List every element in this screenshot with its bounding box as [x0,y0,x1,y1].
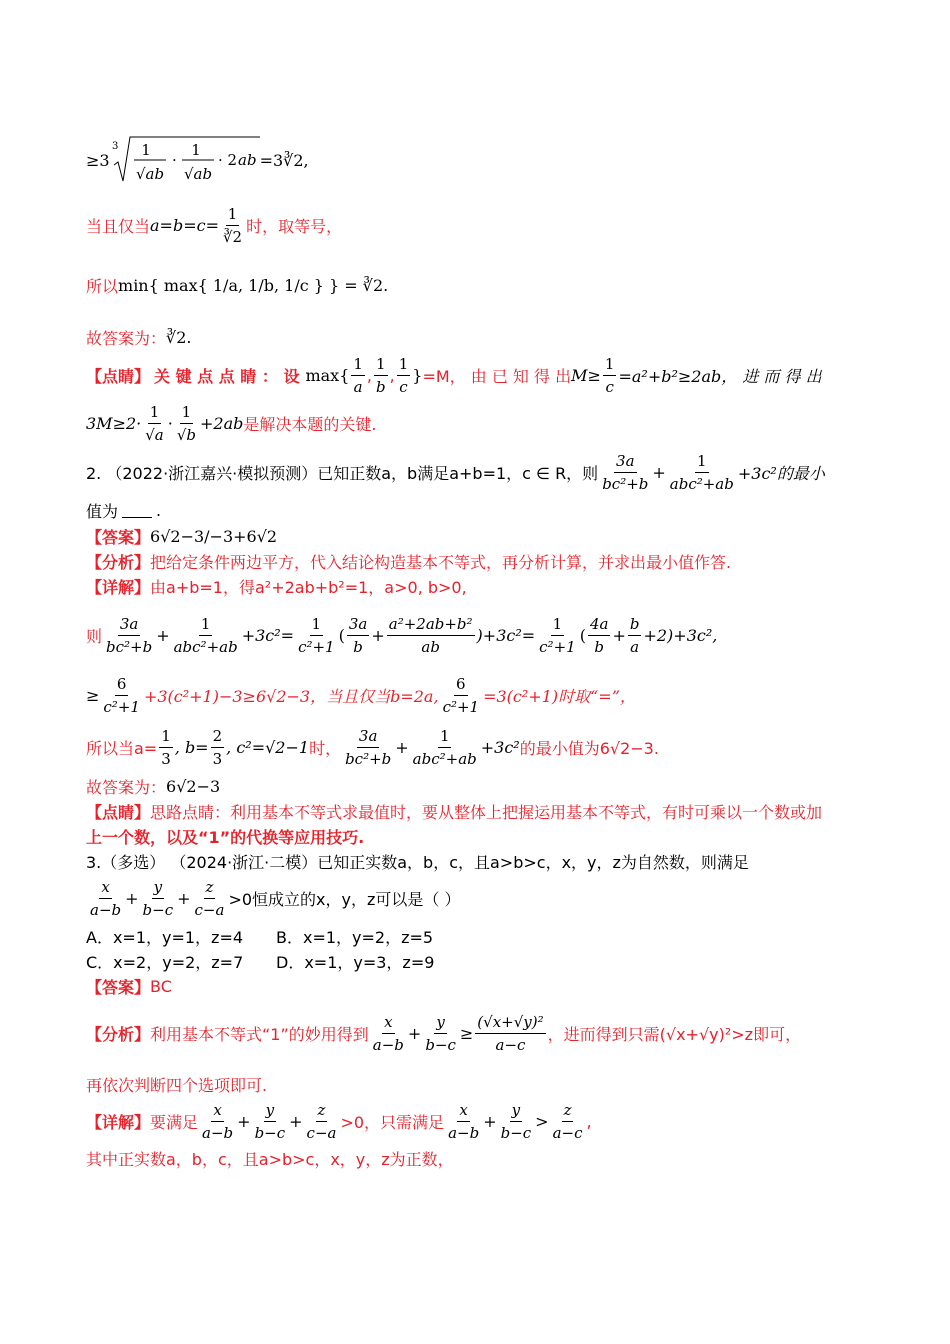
ineq-expr: 3M≥2· [86,413,142,433]
frac-x: $\frac{x}{a-b}$ [90,877,122,919]
frac-1-abc: $\frac{1}{\text{abc²+ab}}$ [669,451,734,493]
q2-note-line-2 [86,824,864,848]
note-text: 关 键 点 点 睛 ： 设 [154,366,300,386]
q2-stem-line-1: 2. （2022·浙江嘉兴·模拟预测）已知正数a，b满足a+b=1，c ∈ R，则 $\frac{3a}{\text{bc²+b}}$ + $\frac{1}{\text{abc²+ab}}$ +3c²的最小 [86,451,825,493]
q3-analysis1-mid: ，进而得到只需(√x+√y)²>z即可， [547,1024,802,1044]
q2-detail3-mid: +3(c²+1)−3≥6√2−3，当且仅当b=2a, [143,686,439,706]
option-a[interactable]: A．x=1，y=1，z=4 [86,927,244,947]
ge3-label: ≥3 [86,150,110,170]
svg-text:√ab: √ab [183,165,212,183]
svg-text:3: 3 [111,141,118,152]
answer-blank [122,503,152,518]
svg-text:· 2: · 2 [217,151,237,169]
suffix-text: 时，取等号， [246,216,343,236]
frac-x-d: $\frac{x}{a-b}$ [448,1100,480,1142]
q3-stem2-tail: >0恒成立的x，y，z可以是（ ） [228,889,461,909]
q3-answer-line [86,974,864,998]
q3-detail-line-1: 【详解】 要满足 $\frac{x}{a-b}$ + $\frac{y}{b-c}$ + $\frac{z}{c-a}$ >0，只需满足 $\frac{x}{a-b}$ + $\frac{y}{b-c}$ > $\frac{z}{a-c}$ , [86,1100,592,1142]
q2-analysis-tag: 【分析】 [86,552,151,572]
note-line-1: 【点睛】 关 键 点 点 睛 ： 设 max{ $\frac{1}{a}$ , $\frac{1}{b}$ , $\frac{1}{c}$ } =M， 由 已 知 得 出 M≥ $\frac{1}{c}$ =a²+b²≥2ab， 进 而 得 出 [86,354,822,396]
q2-detail-tag: 【详解】 [86,577,151,597]
option-d[interactable]: D．x=1，y=3，z=9 [276,952,435,972]
svg-text:√ab: √ab [135,165,164,183]
q2-detail-line-1 [86,574,864,598]
frac-1-3: $\frac{1}{3}$ [161,726,171,768]
q2-detail-line-2 [86,610,864,660]
equality-expr: a=b=c= [150,215,219,235]
note-tail: =a²+b²≥2ab， 进 而 得 出 [618,366,822,386]
option-c[interactable]: C．x=2，y=2，z=7 [86,952,244,972]
frac-1c: $\frac{1}{c}$ [398,354,409,396]
proof-line-1 [86,135,864,185]
prefix-text: 所以 [86,276,119,296]
q2-final-value: 6√2−3 [166,776,221,796]
frac-sqrt-sum: $\frac{\text{(√x+√y)²}}{a-c}$ [477,1012,544,1054]
q3-answer-tag: 【答案】 [86,977,151,997]
frac-y-b: $\frac{y}{b-c}$ [425,1012,456,1054]
frac-y: $\frac{y}{b-c}$ [142,877,174,919]
note-mid: =M， 由 已 知 得 出 [422,366,572,386]
q2-detail2-expr: $\frac{3a}{\text{bc²+b}}$ + $\frac{1}{\text{abc²+ab}}$ +3c²= $\frac{1}{\text{c²+1}}$ ( $\frac{3a}{b}$ + $\frac{\text{a²+2ab+b²}}{ab}$ )+3c²= $\frac{1}{\text{c²+1}}$ ( $\frac{4a}{b}$ + $\frac{b}{a}$ +2)+3c², [106,614,718,656]
frac-num: 1 [226,204,240,226]
min-max-expr: min{ max{ 1/a, 1/b, 1/c } } = ∛2. [118,275,389,295]
q2-final-label: 故答案为： [86,777,167,797]
frac-6-c2: $\frac{6}{\text{c²+1}}$ [103,674,140,716]
q3-stem1: 3.（多选） （2024·浙江·二模）已知正实数a，b，c，且a>b>c，x，y，z为自然数，则满足 [86,852,749,872]
frac-1c-b: $\frac{1}{c}$ [604,354,615,396]
q3-options-row-2 [86,949,864,973]
frac-1-sqrt-a: $\frac{1}{√a}$ [145,402,164,444]
q2-note2: 上一个数，以及“1”的代换等应用技巧. [86,827,365,847]
q3-analysis1: 利用基本不等式“1”的妙用得到 [150,1024,369,1044]
frac-z-d: $\frac{z}{a-c}$ [552,1100,583,1142]
q2-detail3-tail: =3(c²+1)时取“=”， [483,686,636,706]
svg-text:1: 1 [190,141,201,159]
svg-text:1: 1 [140,141,151,159]
q3-analysis-line-1: 【分析】 利用基本不等式“1”的妙用得到 $\frac{x}{a-b}$ + $\frac{y}{b-c}$ ≥ $\frac{\text{(√x+√y)²}}{a-c}$ ，进而得到只需(√x+√y)²>z即可， [86,1012,802,1054]
q3-analysis-line-2 [86,1072,864,1096]
frac-2-3: $\frac{2}{3}$ [212,726,223,768]
q3-detail-tag: 【详解】 [86,1112,151,1132]
rhs-value: =3∛2, [259,150,309,170]
q2-detail-line-3: ≥ $\frac{6}{\text{c²+1}}$ +3(c²+1)−3≥6√2−3，当且仅当b=2a, $\frac{6}{\text{c²+1}}$ =3(c²+1)时取“=”， [86,674,636,716]
q2-analysis: 把给定条件两边平方，代入结论构造基本不等式，再分析计算，并求出最小值作答. [150,552,732,572]
q3-detail-line-2 [86,1146,864,1170]
frac-y-d: $\frac{y}{b-c}$ [500,1100,532,1142]
note-conclusion: 是解决本题的关键. [243,414,377,434]
q2-stem-line-2: 值为 . [86,500,162,521]
q3-analysis2: 再依次判断四个选项即可. [86,1075,268,1095]
q3-detail2: 其中正实数a，b，c，且a>b>c，x，y，z为正数， [86,1149,454,1169]
q2-detail4-tail: 的最小值为6√2−3. [519,738,659,758]
note-tag: 【点睛】 [86,366,151,386]
q2-stem-tail: +3c²的最小 [737,463,825,483]
q2-detail2-prefix: 则 [86,626,103,646]
frac-z: $\frac{z}{c-a}$ [194,877,225,919]
proof-line-2 [86,200,864,250]
frac-6-c2-b: $\frac{6}{\text{c²+1}}$ [442,674,480,716]
proof-line-3 [86,260,864,310]
frac-3a: $\frac{3a}{\text{bc²+b}}$ [602,451,649,493]
frac-1b: $\frac{1}{b}$ [376,354,386,396]
q2-answer-line [86,524,864,548]
q2-stem2: 值为 [86,501,119,521]
frac-y-c: $\frac{y}{b-c}$ [254,1100,286,1142]
note-line-2: 3M≥2· $\frac{1}{√a}$ · $\frac{1}{√b}$ +2ab 是解决本题的关键. [86,402,377,444]
frac-den: ∛2 [222,227,243,246]
q3-answer: BC [150,976,172,996]
q2-detail4-prefix: 所以当a= [86,738,158,758]
frac-x-b: $\frac{x}{a-b}$ [372,1012,404,1054]
frac-1-sqrt-b: $\frac{1}{√b}$ [176,402,197,444]
q3-options-row-1 [86,924,864,948]
q3-detail1-mid: >0，只需满足 [340,1112,445,1132]
q2-stem: 2. （2022·浙江嘉兴·模拟预测）已知正数a，b满足a+b=1，c ∈ R，则 [86,463,599,483]
prefix-text: 当且仅当 [86,216,151,236]
cube-root-expression [110,135,260,185]
q2-detail-line-4: 所以当a= $\frac{1}{3}$ , b= $\frac{2}{3}$ , c²=√2−1 时， $\frac{3a}{\text{bc²+b}}$ + $\frac{1}{\text{abc²+ab}}$ +3c² 的最小值为6√2−3. [86,726,659,768]
answer-value: ∛2. [166,327,192,347]
frac-1-abc-b: $\frac{1}{\text{abc²+ab}}$ [412,726,477,768]
answer-label: 故答案为： [86,328,167,348]
fraction-one-over-cbrt2 [221,204,244,247]
q2-final-line [86,774,864,798]
frac-3a-b: $\frac{3a}{\text{bc²+b}}$ [345,726,392,768]
answer-line-1 [86,324,864,350]
svg-text:·: · [171,151,177,169]
option-b[interactable]: B．x=1，y=2，z=5 [276,927,434,947]
q2-answer: 6√2−3/−3+6√2 [150,526,278,546]
frac-z-c: $\frac{z}{c-a}$ [306,1100,337,1142]
q2-note-line-1 [86,799,864,823]
q2-detail1: 由a+b=1，得a²+2ab+b²=1，a>0, b>0, [150,577,467,597]
frac-1a: $\frac{1}{a}$ [353,354,363,396]
svg-text:ab: ab [237,151,257,169]
q2-note1: 思路点睛：利用基本不等式求最值时，要从整体上把握运用基本不等式，有时可乘以一个数或加 [150,802,823,822]
frac-x-c: $\frac{x}{a-b}$ [202,1100,234,1142]
q3-analysis-tag: 【分析】 [86,1024,151,1044]
q3-stem-line-1 [86,849,864,873]
ineq-tail: +2ab [200,413,244,433]
q2-detail4-mid: 时， [309,738,342,758]
q3-stem-line-2: $\frac{x}{a-b}$ + $\frac{y}{b-c}$ + $\frac{z}{c-a}$ >0恒成立的x，y，z可以是（ ） [90,877,461,919]
q2-analysis-line [86,549,864,573]
q2-note-tag: 【点睛】 [86,802,151,822]
q3-detail1: 要满足 [150,1112,199,1132]
q2-answer-tag: 【答案】 [86,527,151,547]
max-label: max{ [305,365,350,385]
